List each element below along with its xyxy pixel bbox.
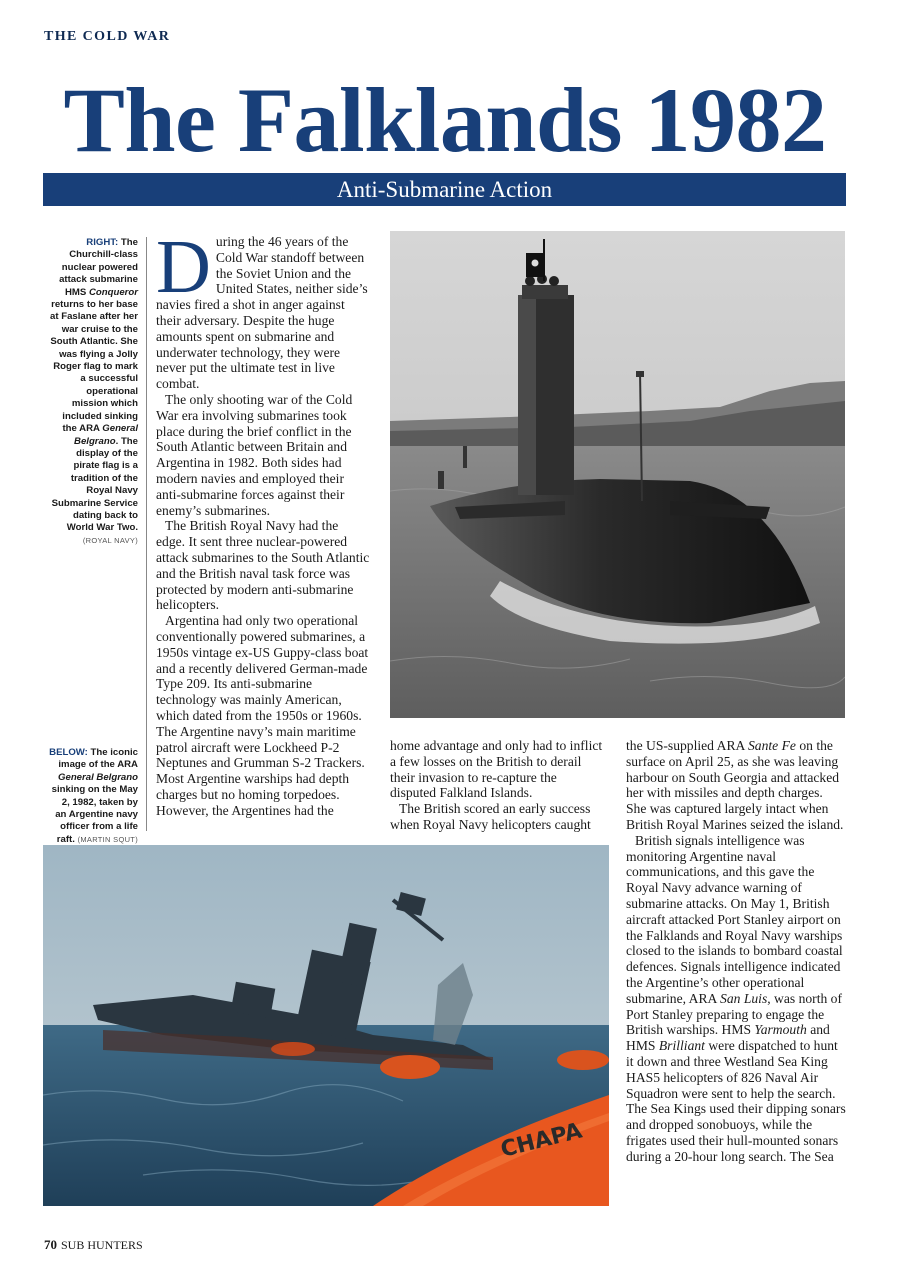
article-column-2 [390,738,606,833]
paragraph: British signals intelligence was monitoring Argentine naval communications, and this gave the Royal Navy advance warning of submarine attacks. On May 1, British aircraft attacked Port Stanley airport on the Falklands and Royal Navy warships closed to the islands to bombard coastal defences. Signals intelligence indicated the Argentine’s other operational submarine, ARA San Luis, was north of Port Stanley preparing to engage the British warships. HMS Yarmouth and HMS Brilliant were dispatched to hunt it down and three Westland Sea King HAS5 helicopters of 826 Naval Air Squadron were sent to help the search. The Sea Kings used their dipping sonars and dropped sonobuoys, while the frigates used their hull-mounted sonars during a 20-hour long search. The Sea [626,832,846,1164]
paragraph: The British scored an early success when Royal Navy helicopters caught [390,801,591,832]
paragraph: the US-supplied ARA Sante Fe on the surface on April 25, as she was leaving harbour on South Georgia and attacked her with missiles and depth charges. She was captured largely intact when British Royal Marines seized the island. [626,738,844,832]
caption-lead: RIGHT: [86,237,119,248]
caption-submarine: RIGHT: The Churchill-class nuclear powered attack submarine HMS Conqueror returns to her base at Faslane after her war cruise to the South Atlantic. She was flying a Jolly Roger flag to mark a successful operational mission which included sinking the ARA General Belgrano. The display of the pirate flag is a tradition of the Royal Navy Submarine Service dating back to World War Two. (ROYAL NAVY) [50,237,138,545]
submarine-photo [390,231,845,718]
caption-lead: BELOW: [49,747,88,758]
drop-cap: D [156,225,211,309]
photo-credit: (ROYAL NAVY) [82,535,138,545]
page-footer [44,1237,143,1253]
section-label: THE COLD WAR [44,29,171,44]
belgrano-image [43,845,609,1206]
paragraph: home advantage and only had to inflict a few losses on the British to derail their invasion to re-capture the disputed Falkland Islands. [390,738,603,801]
photo-credit: (MARTIN SQUT) [77,834,138,844]
page-number: 70 [44,1237,57,1252]
subtitle-text: Anti-Submarine Action [336,177,553,202]
article-column-3 [626,738,846,1165]
submarine-image [390,231,845,718]
caption-divider [146,237,147,831]
raft-lettering: CHAPA [498,1118,585,1163]
paragraph: The British Royal Navy had the edge. It sent three nuclear-powered attack submarines to the South Atlantic and the British naval task force was protected by modern anti-submarine helicopters. [156,518,370,613]
paragraph: The only shooting war of the Cold War era involving submarines took place during the brief conflict in the South Atlantic between Britain and Argentina in 1982. Both sides had modern navies and employed their anti-submarine forces against their enemy’s submarines. [156,391,353,518]
paragraph: Argentina had only two operational conventionally powered submarines, a 1950s vintage ex-US Guppy-class boat and a recently delivered German-made Type 209. Its anti-submarine technology was mainly American, which dated from the 1950s or 1960s. The Argentine navy’s main maritime patrol aircraft were Lockheed P-2 Neptunes and Grumman S-2 Trackers. Most Argentine warships had depth charges but no homing torpedoes. However, the Argentines had the [156,613,369,818]
belgrano-photo [43,845,609,1206]
article-column-1 [156,225,370,818]
subtitle-banner [43,173,846,206]
page-title: The Falklands 1982 [63,69,827,171]
magazine-name: SUB HUNTERS [61,1238,143,1252]
caption-belgrano: BELOW: The iconic image of the ARA General Belgrano sinking on the May 2, 1982, taken by an Argentine navy officer from a life raft. (MARTIN SQUT) [49,747,138,845]
paragraph: During the 46 years of the Cold War standoff between the Soviet Union and the United States, neither side’s navies fired a shot in anger against their adversary. Despite the huge amounts spent on submarine and underwater technology, they were never put the ultimate test in live combat. [156,225,368,392]
